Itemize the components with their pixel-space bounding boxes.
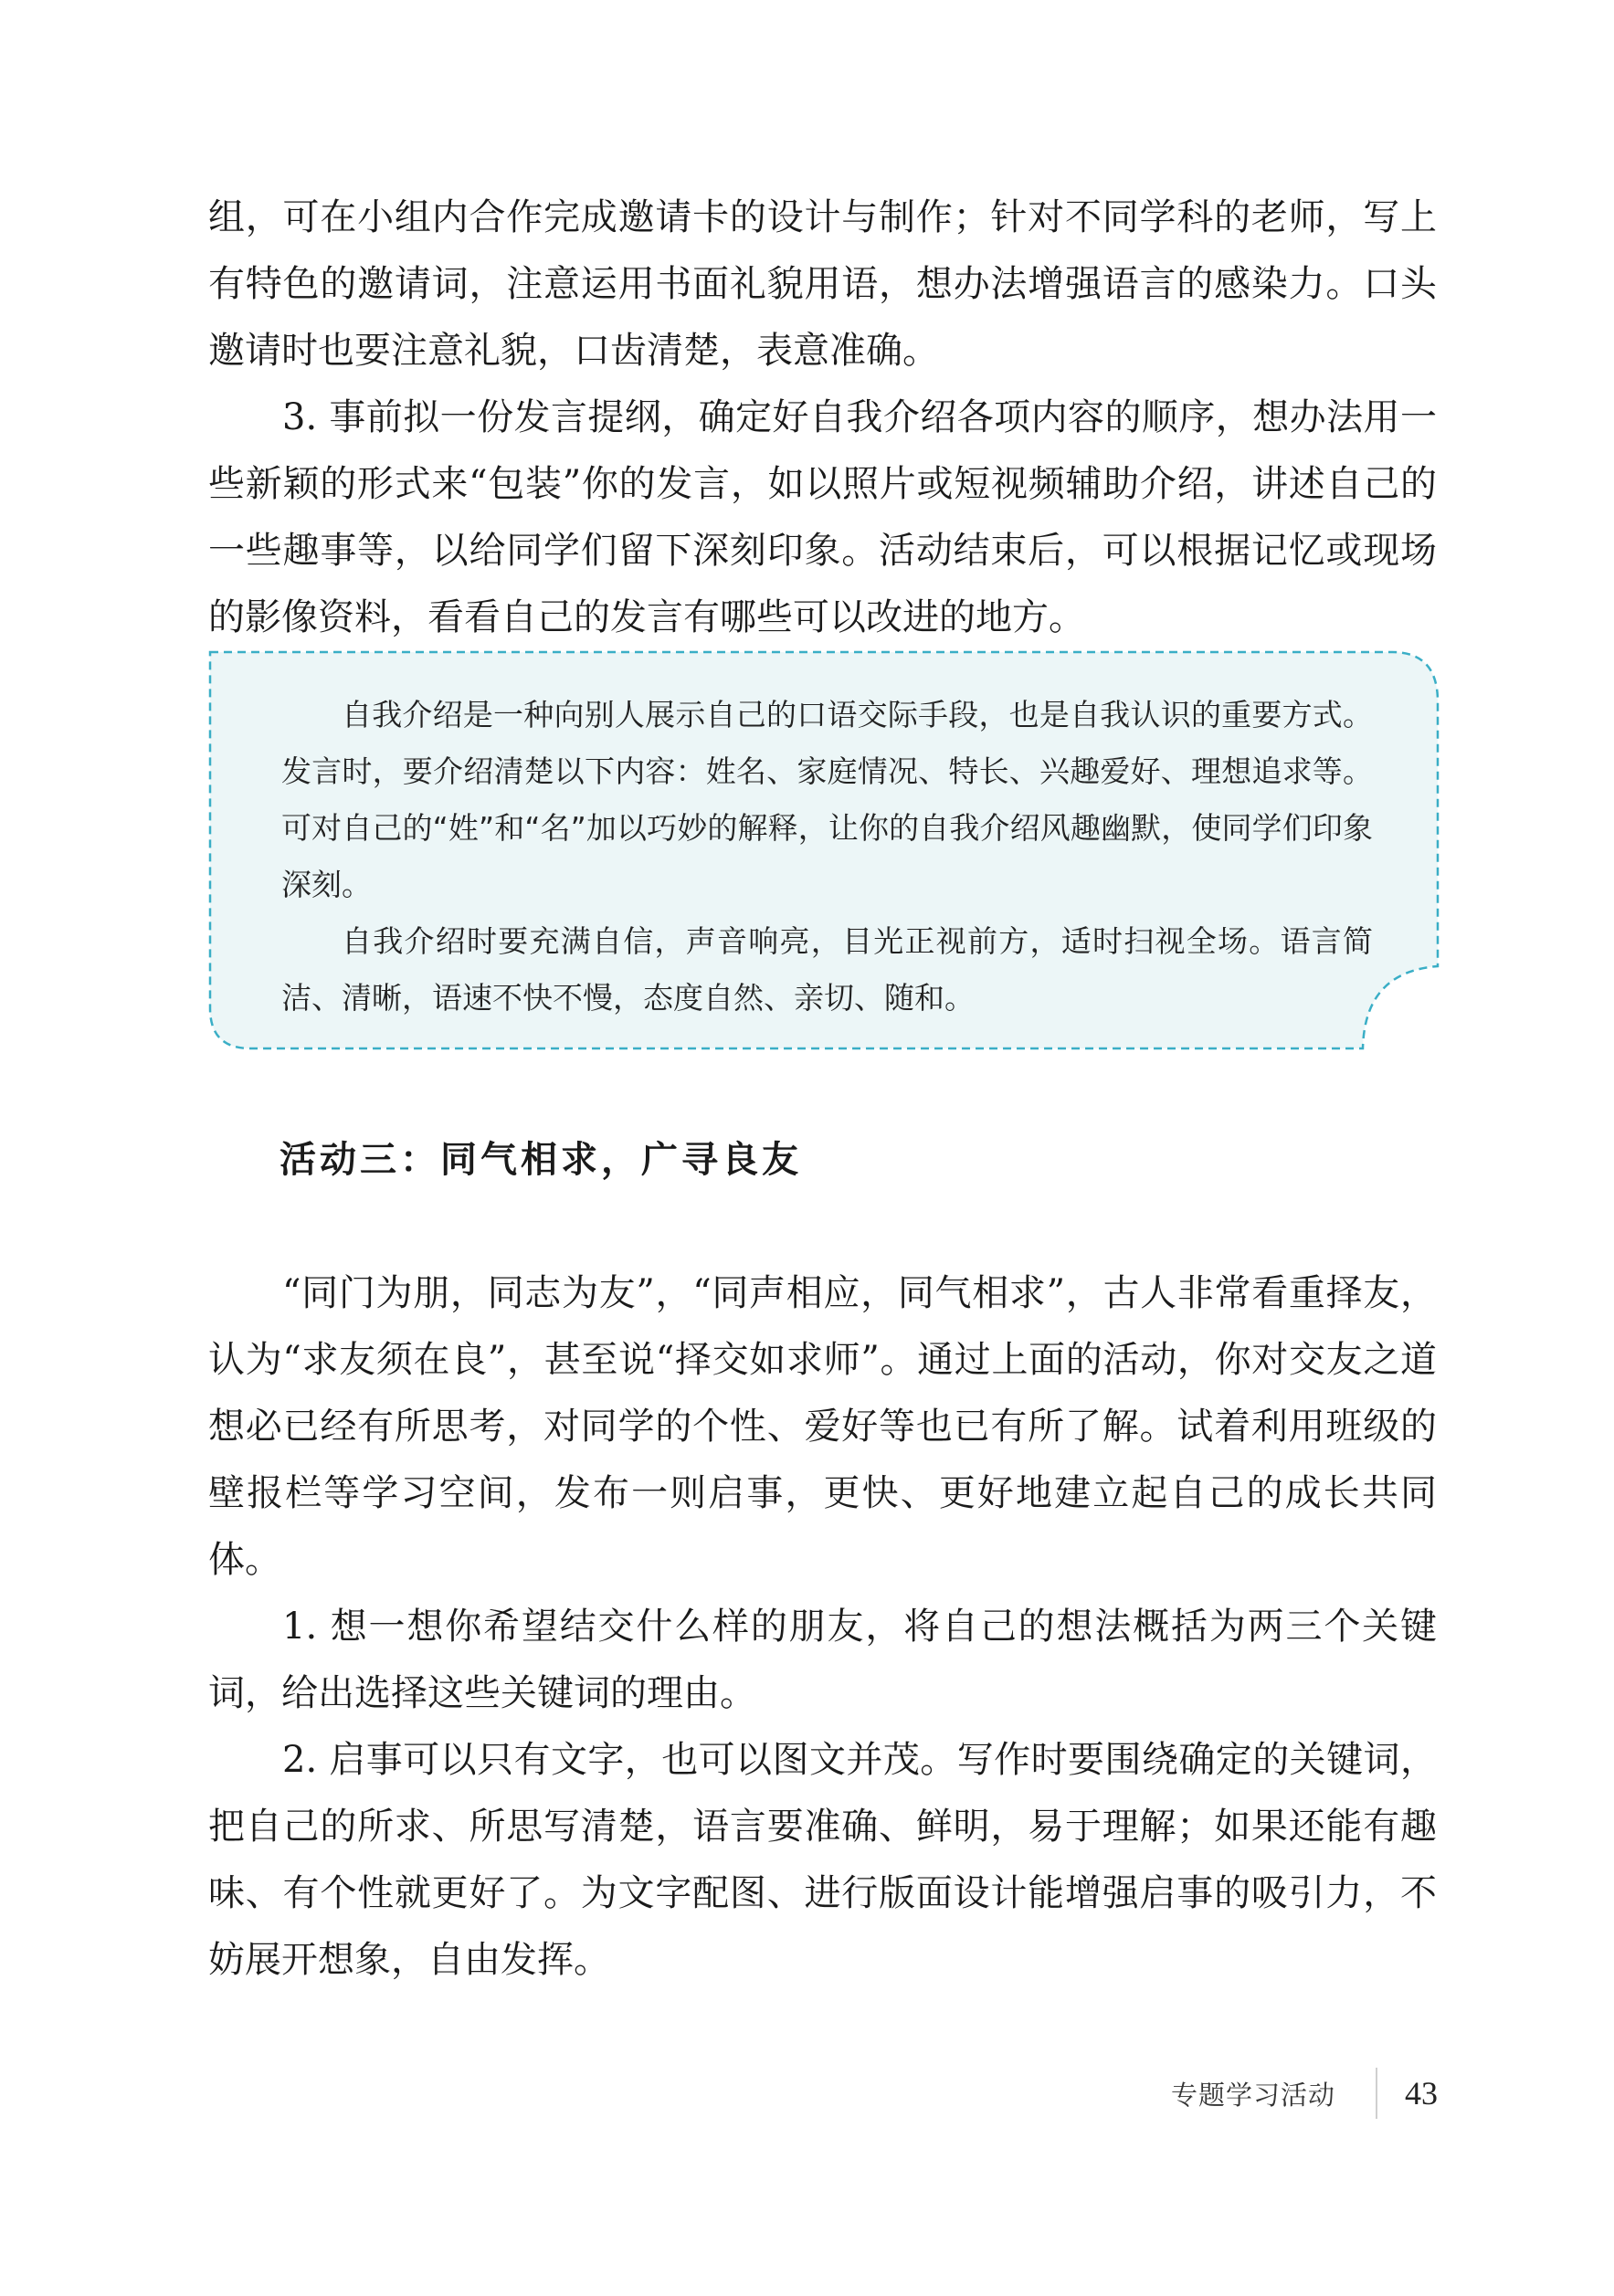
callout-text xyxy=(281,687,1373,1027)
activity-3-item-2: 2. 启事可以只有文字，也可以图文并茂。写作时要围绕确定的关键词，把自己的所求、所思写清楚，语言要准确、鲜明，易于理解；如果还能有趣味、有个性就更好了。为文字配图、进行版面设计能增强启事的吸引力，不妨展开想象，自由发挥。 xyxy=(208,1739,1437,1981)
activity-3-item-1: 1. 想一想你希望结交什么样的朋友，将自己的想法概括为两三个关键词，给出选择这些关键词的理由。 xyxy=(208,1606,1437,1714)
top-section xyxy=(208,184,1437,651)
activity-3-body xyxy=(208,1260,1437,1994)
tip-callout-box xyxy=(203,645,1447,1054)
footer-section-label: 专题学习活动 xyxy=(1170,2079,1335,2111)
callout-paragraph-1: 自我介绍是一种向别人展示自己的口语交际手段，也是自我认识的重要方式。发言时，要介绍清楚以下内容：姓名、家庭情况、特长、兴趣爱好、理想追求等。可对自己的“姓”和“名”加以巧妙的解释，让你的自我介绍风趣幽默，使同学们印象深刻。 xyxy=(281,697,1373,902)
paragraph-continued: 组，可在小组内合作完成邀请卡的设计与制作；针对不同学科的老师，写上有特色的邀请词，注意运用书面礼貌用语，想办法增强语言的感染力。口头邀请时也要注意礼貌，口齿清楚，表意准确。 xyxy=(208,196,1437,372)
page-footer xyxy=(1171,2066,1438,2121)
activity-3-heading: 活动三：同气相求，广寻良友 xyxy=(280,1139,802,1181)
page-number: 43 xyxy=(1405,2075,1438,2112)
callout-paragraph-2: 自我介绍时要充满自信，声音响亮，目光正视前方，适时扫视全场。语言简洁、清晰，语速不快不慢，态度自然、亲切、随和。 xyxy=(281,923,1373,1016)
paragraph-item-3: 3. 事前拟一份发言提纲，确定好自我介绍各项内容的顺序，想办法用一些新颖的形式来“包装”你的发言，如以照片或短视频辅助介绍，讲述自己的一些趣事等，以给同学们留下深刻印象。活动结束后，可以根据记忆或现场的影像资料，看看自己的发言有哪些可以改进的地方。 xyxy=(208,396,1437,638)
footer-divider xyxy=(1376,2068,1377,2119)
activity-3-intro: “同门为朋，同志为友”，“同声相应，同气相求”，古人非常看重择友，认为“求友须在良”，甚至说“择交如求师”。通过上面的活动，你对交友之道想必已经有所思考，对同学的个性、爱好等也已有所了解。试着利用班级的壁报栏等学习空间，发布一则启事，更快、更好地建立起自己的成长共同体。 xyxy=(208,1272,1437,1581)
